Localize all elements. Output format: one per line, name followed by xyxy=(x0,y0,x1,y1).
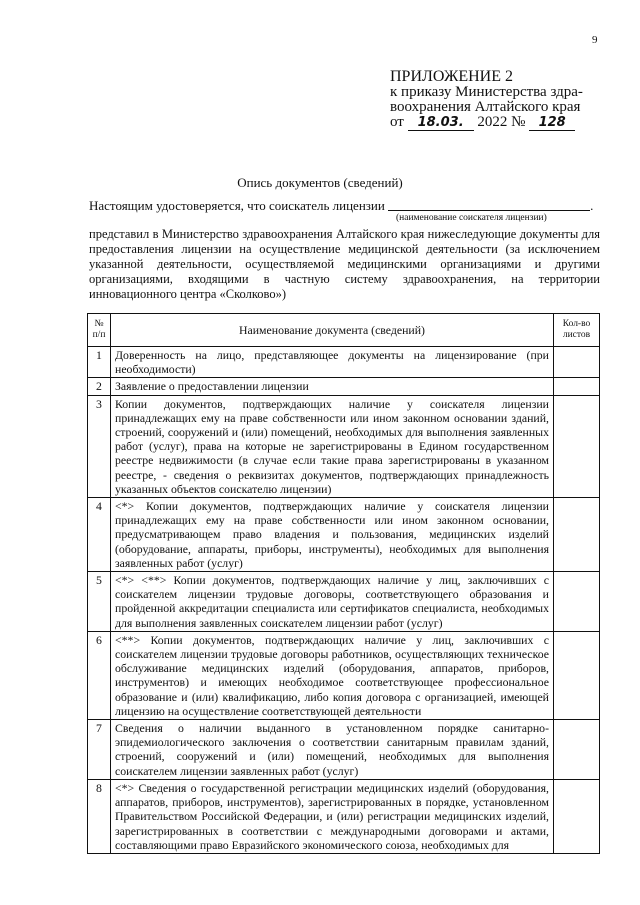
row-sheet-count[interactable] xyxy=(554,720,600,780)
annex-year-label: 2022 № xyxy=(477,114,526,130)
row-document-name: <*> Копии документов, подтверждающих наличие у соискателя лицензии принадлежащих ему на праве собственности или ином законном основании, предусматривающем право владения и пользования, медицинских изделий (оборудование, аппараты, приборы, инструменты), необходимых для выполнения заявленных работ (услуг) xyxy=(111,498,554,572)
header-count: Кол-во листов xyxy=(554,314,600,347)
row-document-name: Копии документов, подтверждающих наличие у соискателя лицензии принадлежащих ему на праве собственности или ином законном основании зданий, строений, сооружений и (или) помещений, необходимых для выполнения заявленных работ (услуг), права на которые не зарегистрированы в Едином государственном реестре недвижимости (в случае если такие права зарегистрированы в указанном реестре, - сведения о реквизитах документов, подтверждающих принадлежность указанных объектов соискателю лицензии) xyxy=(111,395,554,497)
table-row xyxy=(88,378,600,395)
table-header-row xyxy=(88,314,600,347)
intro-paragraph: представил в Министерство здравоохранения Алтайского края нижеследующие документы для предоставления лицензии на осуществление медицинской деятельности (за исключением указанной деятельности, осуществляемой медицинскими организациями и другими организациями, входящими в частную систему здравоохранения, на территории инновационного центра «Сколково») xyxy=(89,227,600,301)
row-document-name: Заявление о предоставлении лицензии xyxy=(111,378,554,395)
certify-end: . xyxy=(590,198,594,213)
table-row xyxy=(88,395,600,497)
row-document-name: Доверенность на лицо, представляющее документы на лицензирование (при необходимости) xyxy=(111,347,554,378)
annex-line-1: к приказу Министерства здра- xyxy=(390,84,583,100)
annex-handwritten-date: 18.03. xyxy=(408,115,474,131)
page-number: 9 xyxy=(592,34,598,46)
row-sheet-count[interactable] xyxy=(554,779,600,853)
table-row xyxy=(88,631,600,719)
row-number: 6 xyxy=(88,631,111,719)
annex-handwritten-number: 128 xyxy=(529,115,575,131)
table-row xyxy=(88,779,600,853)
row-number: 7 xyxy=(88,720,111,780)
row-sheet-count[interactable] xyxy=(554,572,600,632)
certify-text: Настоящим удостоверяется, что соискатель лицензии xyxy=(89,198,385,213)
row-number: 1 xyxy=(88,347,111,378)
table-row xyxy=(88,498,600,572)
annex-block xyxy=(390,68,590,131)
row-number: 3 xyxy=(88,395,111,497)
applicant-name-blank[interactable] xyxy=(388,198,590,211)
row-number: 4 xyxy=(88,498,111,572)
applicant-hint: (наименование соискателя лицензии) xyxy=(396,213,547,223)
annex-date-line xyxy=(390,115,590,131)
row-sheet-count[interactable] xyxy=(554,498,600,572)
row-sheet-count[interactable] xyxy=(554,347,600,378)
row-document-name: Сведения о наличии выданного в установленном порядке санитарно-эпидемиологического заключения о соответствии санитарным правилам зданий, строений, сооружений и (или) помещений, необходимых для выполнения соискателем лицензии заявленных работ (услуг) xyxy=(111,720,554,780)
row-sheet-count[interactable] xyxy=(554,395,600,497)
table-row xyxy=(88,347,600,378)
annex-from-label: от xyxy=(390,114,404,130)
row-sheet-count[interactable] xyxy=(554,631,600,719)
table-row xyxy=(88,572,600,632)
row-sheet-count[interactable] xyxy=(554,378,600,395)
annex-title: ПРИЛОЖЕНИЕ 2 xyxy=(390,68,514,85)
documents-table xyxy=(87,313,600,854)
certify-line xyxy=(89,198,593,214)
header-name: Наименование документа (сведений) xyxy=(111,314,554,347)
table-row xyxy=(88,720,600,780)
row-document-name: <*> <**> Копии документов, подтверждающих наличие у лиц, заключивших с соискателем лицензии трудовые договоры, соответствующего образования и пройденной аккредитации специалиста или сертификатов специалиста, необходимых для выполнения заявленных соискателем лицензии работ (услуг) xyxy=(111,572,554,632)
row-document-name: <**> Копии документов, подтверждающих наличие у лиц, заключивших с соискателем лицензии трудовые договоры работников, осуществляющих техническое обслуживание медицинских изделий (оборудования, аппаратов, приборов, инструментов) и имеющих необходимое соответствующее профессиональное образование и (или) квалификацию, либо копия договора с организацией, имеющей лицензию на осуществление соответствующей деятельности xyxy=(111,631,554,719)
row-number: 5 xyxy=(88,572,111,632)
document-title: Опись документов (сведений) xyxy=(237,175,403,190)
row-document-name: <*> Сведения о государственной регистрации медицинских изделий (оборудования, аппаратов, приборов, инструментов), зарегистрированных в порядке, установленном Правительством Российской Федерации, и (или) регистрации медицинских изделий, зарегистрированных в соответствии с международными договорами и актами, составляющими право Евразийского экономического союза, необходимых для xyxy=(111,779,554,853)
row-number: 2 xyxy=(88,378,111,395)
row-number: 8 xyxy=(88,779,111,853)
header-num: № п/п xyxy=(88,314,111,347)
annex-line-2: воохранения Алтайского края xyxy=(390,99,581,115)
